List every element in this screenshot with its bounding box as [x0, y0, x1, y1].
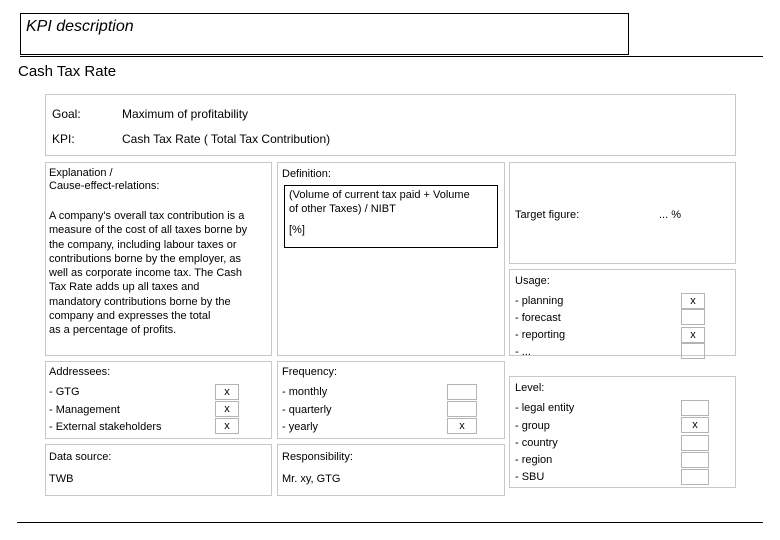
footer-rule — [17, 522, 763, 523]
level-checkbox-group[interactable]: x — [681, 417, 709, 433]
data-source-panel — [45, 444, 272, 496]
explanation-line: the company, including labour taxes or — [49, 238, 237, 251]
frequency-label: - quarterly — [282, 404, 332, 416]
addressee-label: - GTG — [49, 386, 80, 398]
usage-checkbox-planning[interactable]: x — [681, 293, 705, 309]
frequency-checkbox-yearly[interactable]: x — [447, 418, 477, 434]
explanation-heading-line2: Cause-effect-relations: — [49, 180, 160, 192]
formula-line2: of other Taxes) / NIBT — [289, 203, 396, 216]
responsibility-value: Mr. xy, GTG — [282, 473, 341, 485]
usage-item-label: - planning — [515, 295, 564, 307]
explanation-heading-line1: Explanation / — [49, 167, 113, 179]
data-source-value: TWB — [49, 473, 74, 485]
frequency-checkbox-quarterly[interactable] — [447, 401, 477, 417]
frequency-label: - monthly — [282, 386, 328, 398]
level-heading: Level: — [515, 382, 545, 394]
addressees-panel — [45, 361, 272, 439]
explanation-panel — [45, 162, 272, 356]
formula-box — [284, 185, 498, 248]
kpi-value: Cash Tax Rate ( Total Tax Contribution) — [122, 132, 331, 146]
level-label: - legal entity — [515, 402, 575, 414]
explanation-heading — [49, 167, 159, 193]
explanation-line: mandatory contributions borne by the — [49, 295, 231, 308]
explanation-line: measure of the cost of all taxes borne by — [49, 224, 248, 237]
responsibility-heading: Responsibility: — [282, 451, 353, 463]
usage-checkbox-reporting[interactable]: x — [681, 327, 705, 343]
frequency-heading: Frequency: — [282, 366, 338, 378]
addressee-label: - External stakeholders — [49, 421, 162, 433]
explanation-text — [49, 209, 273, 338]
formula-unit: [%] — [289, 224, 305, 236]
level-label: - country — [515, 437, 558, 449]
usage-checkbox-other[interactable] — [681, 343, 705, 359]
level-checkbox-country[interactable] — [681, 435, 709, 451]
responsibility-panel — [277, 444, 505, 496]
definition-heading: Definition: — [282, 168, 331, 180]
explanation-line: as a percentage of profits. — [49, 324, 177, 337]
explanation-line: contributions borne by the employer, as — [49, 252, 242, 265]
data-source-heading: Data source: — [49, 451, 112, 463]
addressee-checkbox-management[interactable]: x — [215, 401, 239, 417]
explanation-line: well as corporate income tax. The Cash — [49, 267, 242, 280]
level-checkbox-region[interactable] — [681, 452, 709, 468]
title-rule — [20, 56, 763, 57]
formula-text — [289, 188, 470, 217]
addressee-checkbox-external[interactable]: x — [215, 418, 239, 434]
level-label: - SBU — [515, 471, 545, 483]
level-checkbox-legal-entity[interactable] — [681, 400, 709, 416]
usage-checkbox-forecast[interactable] — [681, 309, 705, 325]
explanation-line: Tax Rate adds up all taxes and — [49, 281, 200, 294]
kpi-name-heading: Cash Tax Rate — [18, 63, 117, 80]
goal-panel — [45, 94, 736, 156]
addressee-label: - Management — [49, 404, 120, 416]
goal-label: Goal: — [52, 107, 81, 121]
definition-panel — [277, 162, 505, 356]
level-label: - region — [515, 454, 553, 466]
addressee-checkbox-gtg[interactable]: x — [215, 384, 239, 400]
goal-value: Maximum of profitability — [122, 107, 249, 121]
usage-item-label: - ... — [515, 346, 531, 358]
target-value: ... % — [659, 209, 682, 221]
level-checkbox-sbu[interactable] — [681, 469, 709, 485]
target-panel — [509, 162, 736, 264]
level-label: - group — [515, 420, 550, 432]
frequency-panel — [277, 361, 505, 439]
kpi-label: KPI: — [52, 132, 75, 146]
page-title: KPI description — [26, 18, 134, 35]
usage-item-label: - reporting — [515, 329, 566, 341]
usage-heading: Usage: — [515, 275, 550, 287]
frequency-label: - yearly — [282, 421, 319, 433]
explanation-line: A company's overall tax contribution is a — [49, 210, 245, 222]
addressees-heading: Addressees: — [49, 366, 111, 378]
frequency-checkbox-monthly[interactable] — [447, 384, 477, 400]
title-box — [20, 13, 629, 55]
usage-item-label: - forecast — [515, 312, 561, 324]
explanation-line: company and expresses the total — [49, 310, 211, 323]
usage-panel — [509, 269, 736, 356]
formula-line1: (Volume of current tax paid + Volume — [289, 189, 470, 201]
level-panel — [509, 376, 736, 488]
target-label: Target figure: — [515, 209, 580, 221]
